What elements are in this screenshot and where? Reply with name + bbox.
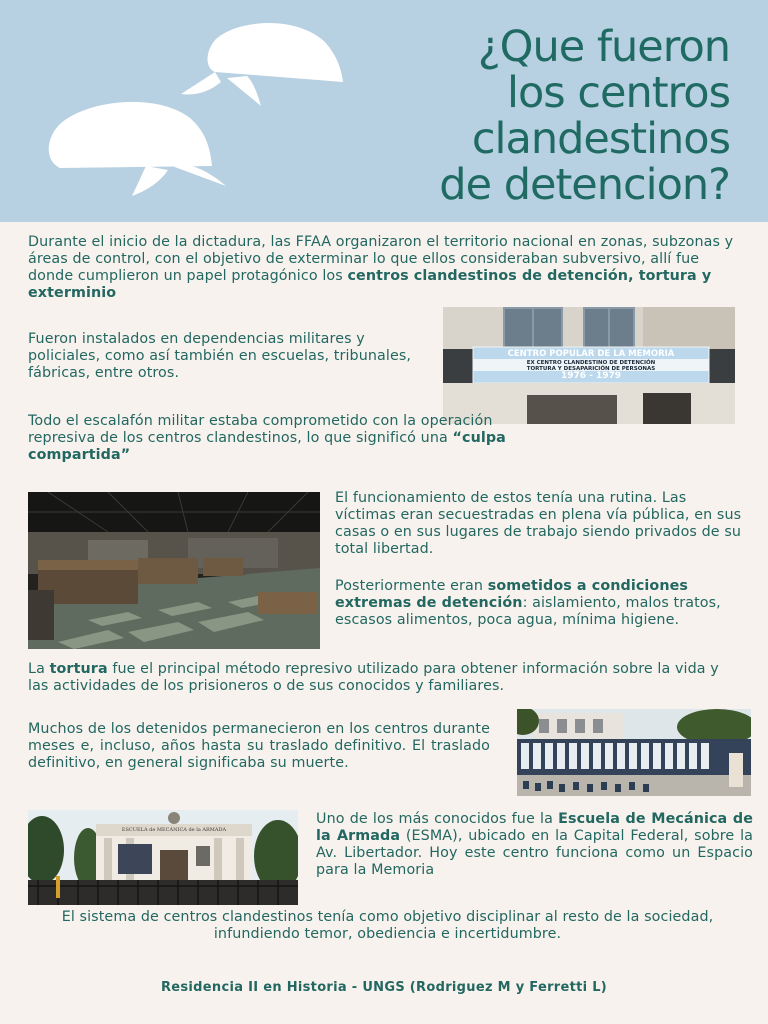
title-line: clandestinos [471, 114, 730, 164]
installations-text: Fueron instalados en dependencias militares y policiales, como así también en escuelas, tribunales, fábricas, entre otros. [28, 331, 412, 381]
shared-guilt-text: Todo el escalafón militar estaba comprometido con la operación represiva de los centros clandestinos, lo que significó una [28, 413, 493, 446]
white-kerchief-icon [36, 96, 228, 198]
conclusion-paragraph [20, 909, 755, 943]
esma-text: Uno de los más conocidos fue la [316, 811, 559, 827]
title-line: ¿Que fueron [477, 22, 730, 72]
esma-highlight: Escuela de Mecánica de la Armada [316, 811, 753, 844]
page-title [300, 24, 730, 208]
sign-line-2: EX CENTRO CLANDESTINO DE DETENCIÓN [526, 360, 656, 366]
torture-text-end: fue el principal método represivo utilizado para obtener información sobre la vida y las actividades de los prisioneros o de sus conocidos y familiares. [28, 661, 719, 694]
memorial-fence-photo [517, 709, 751, 796]
intro-paragraph [28, 234, 743, 302]
conditions-text: Posteriormente eran [335, 578, 488, 594]
memory-center-photo [443, 307, 735, 424]
intro-text: Durante el inicio de la dictadura, las FFAA organizaron el territorio nacional en zonas, subzonas y áreas de control, con el objetivo de exterminar lo que ellos consideraban subversivo, allí fue donde cumplieron un papel protagónico los [28, 234, 734, 284]
conditions-highlight: sometidos a condiciones extremas de detención [335, 578, 689, 611]
torture-highlight: tortura [49, 661, 108, 677]
shared-guilt-paragraph [28, 413, 518, 464]
conclusion-text: El sistema de centros clandestinos tenía como objetivo disciplinar al resto de la sociedad, infundiendo temor, obediencia e incertidumbre. [61, 909, 714, 942]
esma-building-photo [28, 810, 298, 905]
torture-text: La [28, 661, 50, 677]
footer-credit: Residencia II en Historia - UNGS (Rodriguez M y Ferretti L) [160, 980, 608, 995]
header-banner [0, 0, 768, 222]
title-line: de detencion? [439, 160, 730, 210]
routine-paragraph [335, 490, 747, 558]
sign-years: 1976 - 1979 [560, 371, 622, 381]
torture-paragraph [28, 661, 743, 695]
transfer-text: Muchos de los detenidos permanecieron en los centros durante meses e, incluso, años hasta su traslado definitivo. El traslado definitivo, en general significaba su muerte. [28, 721, 490, 771]
installations-paragraph [28, 331, 423, 382]
transfer-paragraph [28, 721, 490, 772]
shared-guilt-highlight: “culpa compartida” [28, 430, 506, 463]
intro-highlight: centros clandestinos de detención, tortura y exterminio [28, 268, 712, 301]
conditions-text-end: : aislamiento, malos tratos, escasos alimentos, poca agua, mínima higiene. [335, 595, 721, 628]
esma-text-end: (ESMA), ubicado en la Capital Federal, sobre la Av. Libertador. Hoy este centro funciona como un Espacio para la Memoria [316, 828, 754, 878]
detention-room-photo [28, 492, 320, 649]
esma-facade-text: ESCUELA de MECÁNICA de la ARMADA [121, 827, 227, 833]
conditions-paragraph [335, 578, 747, 629]
sign-line-1: CENTRO POPULAR DE LA MEMORIA [507, 349, 675, 359]
esma-paragraph [316, 811, 753, 879]
title-line: los centros [507, 68, 730, 118]
sign-line-3: TORTURA Y DESAPARICIÓN DE PERSONAS [526, 366, 656, 372]
routine-text: El funcionamiento de estos tenía una rutina. Las víctimas eran secuestradas en plena vía pública, en sus casas o en sus lugares de trabajo siendo privados de su total libertad. [335, 490, 742, 557]
